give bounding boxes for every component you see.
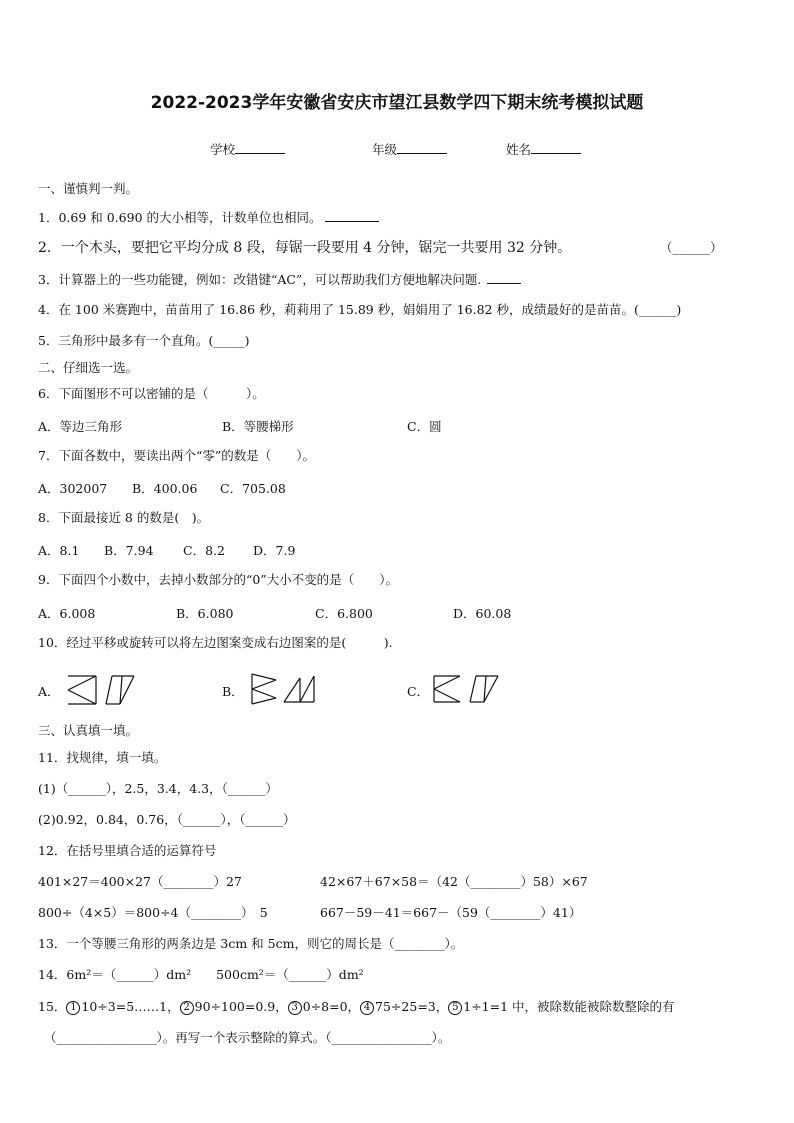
- question-12-part-3: 800÷（4×5）＝800÷4（________） 5: [38, 905, 268, 920]
- q2-answer-paren[interactable]: （______）: [660, 240, 723, 255]
- grade-field[interactable]: [372, 140, 447, 158]
- question-11-part-1: (1)（______），2.5，3.4，4.3，（______）: [38, 781, 278, 796]
- question-11-part-2: (2)0.92，0.84，0.76，（______），（______）: [38, 812, 296, 827]
- question-4: 4．在 100 米赛跑中，苗苗用了 16.86 秒，莉莉用了 15.89 秒，娟娟用了 16.82 秒，成绩最好的是苗苗。(______): [38, 302, 682, 317]
- q7-option-b[interactable]: B．400.06: [132, 481, 198, 496]
- q10-option-b-figure: [248, 672, 320, 706]
- question-12-part-1: 401×27＝400×27（________）27: [38, 874, 242, 889]
- question-7: 7．下面各数中，要读出两个“零”的数是（ ）。: [38, 448, 315, 463]
- question-2: 2．一个木头，要把它平均分成 8 段，每锯一段要用 4 分钟，锯完一共要用 32 分钟。: [38, 240, 572, 256]
- question-12-part-2: 42×67＋67×58＝（42（________）58）×67: [320, 874, 588, 889]
- q9-option-b[interactable]: B．6.080: [176, 606, 234, 621]
- q10-option-b[interactable]: B．: [222, 684, 244, 699]
- school-label: 学校: [210, 142, 236, 157]
- question-14: 14．6m²＝（______）dm² 500cm²＝（______）dm²: [38, 967, 364, 982]
- name-blank[interactable]: [531, 141, 581, 154]
- grade-label: 年级: [372, 142, 398, 157]
- section3-heading: 三、认真填一填。: [38, 723, 139, 738]
- q8-option-b[interactable]: B．7.94: [104, 543, 154, 558]
- page-title: 2022-2023学年安徽省安庆市望江县数学四下期末统考模拟试题: [150, 93, 644, 113]
- q6-option-b[interactable]: B．等腰梯形: [222, 419, 294, 434]
- q3-answer-blank[interactable]: [487, 271, 521, 284]
- circled-number-5: 5: [448, 1001, 462, 1015]
- q9-option-d[interactable]: D．60.08: [453, 606, 512, 621]
- school-field[interactable]: [210, 140, 285, 158]
- q6-option-c[interactable]: C．圆: [407, 419, 442, 434]
- question-6: 6．下面图形不可以密铺的是（ ）。: [38, 386, 265, 401]
- circled-number-3: 3: [288, 1001, 302, 1015]
- question-12: 12．在括号里填合适的运算符号: [38, 843, 217, 858]
- question-1: 1．0.69 和 0.690 的大小相等，计数单位也相同。: [38, 209, 379, 226]
- circled-number-4: 4: [360, 1001, 374, 1015]
- q8-option-c[interactable]: C．8.2: [183, 543, 225, 558]
- q1-answer-blank[interactable]: [325, 209, 379, 222]
- name-label: 姓名: [506, 142, 532, 157]
- q8-option-d[interactable]: D．7.9: [253, 543, 296, 558]
- question-10: 10．经过平移或旋转可以将左边图案变成右边图案的是( ).: [38, 635, 393, 650]
- grade-blank[interactable]: [397, 141, 447, 154]
- name-field[interactable]: [506, 140, 581, 158]
- question-3: 3．计算器上的一些功能键，例如：改错键“AC”，可以帮助我们方便地解决问题.: [38, 271, 521, 288]
- q10-option-a-figure: [66, 672, 138, 706]
- question-9: 9．下面四个小数中，去掉小数部分的“0”大小不变的是（ ）。: [38, 572, 398, 587]
- question-11: 11．找规律，填一填。: [38, 750, 167, 765]
- school-blank[interactable]: [235, 141, 285, 154]
- q9-option-a[interactable]: A．6.008: [38, 606, 96, 621]
- question-8: 8．下面最接近 8 的数是( )。: [38, 510, 210, 525]
- q10-option-c-figure: [430, 672, 502, 706]
- question-15: 15． 1 10÷3=5……1， 2 90÷100=0.9， 3 0÷8=0， 4 75÷25=3， 5 1÷1=1 中，被除数能被除数整除的有: [38, 999, 675, 1014]
- q7-option-c[interactable]: C．705.08: [220, 481, 286, 496]
- q9-option-c[interactable]: C．6.800: [315, 606, 373, 621]
- q10-option-a[interactable]: A．: [38, 684, 60, 699]
- q10-option-c[interactable]: C．: [407, 684, 430, 699]
- question-12-part-4: 667－59－41＝667－（59（________）41）: [320, 905, 582, 920]
- circled-number-2: 2: [180, 1001, 194, 1015]
- question-13: 13．一个等腰三角形的两条边是 3cm 和 5cm，则它的周长是（________）。: [38, 936, 464, 951]
- question-15-line-2: （________________）。再写一个表示整除的算式。（________________）。: [44, 1030, 451, 1045]
- circled-number-1: 1: [66, 1001, 80, 1015]
- section1-heading: 一、谨慎判一判。: [38, 181, 139, 196]
- q8-option-a[interactable]: A．8.1: [38, 543, 80, 558]
- question-5: 5．三角形中最多有一个直角。(_____): [38, 333, 250, 348]
- q6-option-a[interactable]: A．等边三角形: [38, 419, 123, 434]
- section2-heading: 二、仔细选一选。: [38, 360, 139, 375]
- q7-option-a[interactable]: A．302007: [38, 481, 108, 496]
